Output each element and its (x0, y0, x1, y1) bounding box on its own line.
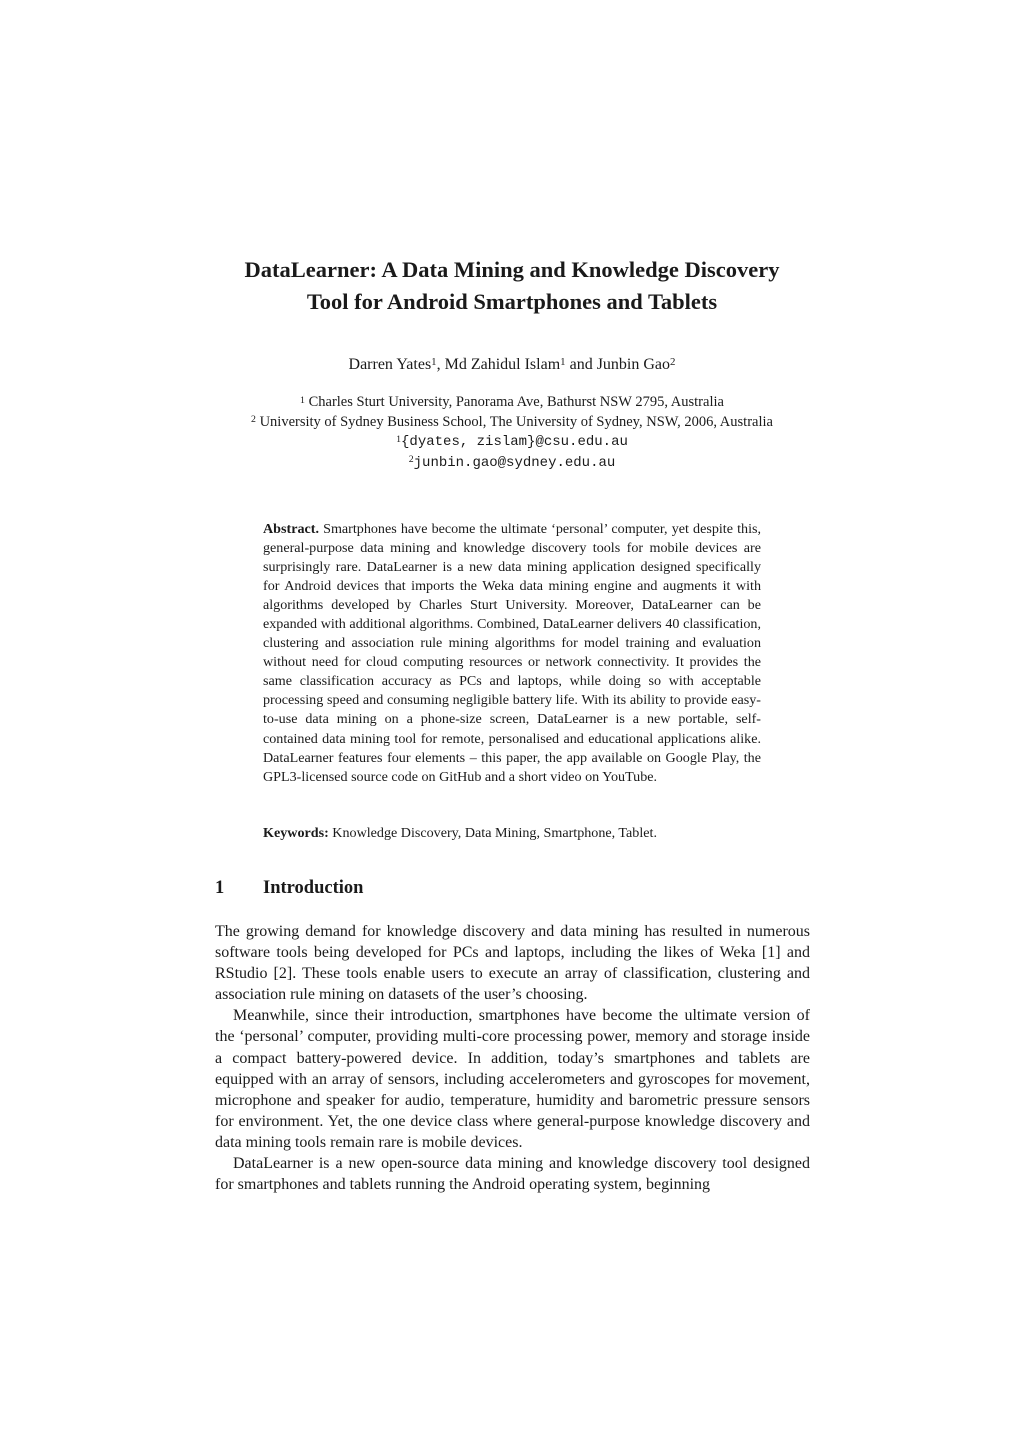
affiliation-line (0, 413, 1024, 433)
author-name: Junbin Gao (596, 356, 671, 373)
author-name: Md Zahidul Islam (444, 356, 561, 373)
author-separator: and (565, 356, 597, 373)
author-separator: , (436, 356, 445, 373)
body-paragraph: Meanwhile, since their introduction, smartphones have become the ultimate version of the ‘personal’ computer, providing multi-core processing power, memory and storage inside a compact battery-powered device. In addition, today’s smartphones and tablets are equipped with an array of sensors, including accelerometers and gyroscopes for movement, microphone and speaker for audio, temperature, humidity and barometric pressure sensors for environment. Yet, the one device class where general-purpose knowledge discovery and data mining tools remain rare is mobile devices. (215, 1007, 810, 1151)
abstract-text: Smartphones have become the ultimate ‘personal’ computer, yet despite this, general-purpose data mining and knowledge discovery tools for mobile devices are surprisingly rare. DataLearner is a new data mining application designed specifically for Android devices that imports the Weka data mining engine and augments it with algorithms developed by Charles Sturt University. Moreover, DataLearner can be expanded with additional algorithms. Combined, DataLearner delivers 40 classification, clustering and association rule mining algorithms for model training and evaluation without need for cloud computing resources or network connectivity. It provides the same classification accuracy as PCs and laptops, while doing so with acceptable processing speed and consuming negligible battery life. With its ability to provide easy-to-use data mining on a phone-size screen, DataLearner is a new portable, self-contained data mining tool for remote, personalised and educational applications alike. DataLearner features four elements – this paper, the app available on Google Play, the GPL3-licensed source code on GitHub and a short video on YouTube. (263, 521, 761, 785)
email-text: {dyates, zislam}@csu.edu.au (401, 434, 628, 450)
paper-title (0, 254, 1024, 318)
abstract-label: Abstract. (263, 521, 319, 537)
keywords-text: Knowledge Discovery, Data Mining, Smartphone, Tablet. (332, 825, 657, 841)
author-affil-mark: 1 (431, 356, 437, 369)
body-paragraph: DataLearner is a new open-source data mining and knowledge discovery tool designed for smartphones and tablets running the Android operating system, beginning (215, 1155, 810, 1194)
email-line (0, 453, 1024, 474)
affiliation-line (0, 393, 1024, 413)
abstract (263, 520, 761, 787)
email-text: junbin.gao@sydney.edu.au (413, 454, 616, 471)
keywords (263, 824, 761, 843)
title-line-2: Tool for Android Smartphones and Tablets (306, 289, 718, 314)
title-line-1: DataLearner: A Data Mining and Knowledge Discovery (244, 257, 780, 282)
author-list (0, 354, 1024, 376)
affiliations (0, 393, 1024, 473)
affil-mark: 1 (396, 433, 402, 445)
email-line (0, 432, 1024, 453)
section-heading (215, 876, 363, 900)
author-name: Darren Yates (348, 356, 432, 373)
author-affil-mark: 1 (560, 356, 566, 369)
affil-mark: 2 (251, 414, 256, 426)
affil-text: University of Sydney Business School, The University of Sydney, NSW, 2006, Australia (255, 413, 773, 430)
affil-text: Charles Sturt University, Panorama Ave, Bathurst NSW 2795, Australia (304, 394, 724, 410)
affil-mark: 1 (300, 394, 305, 406)
section-body (215, 921, 810, 1195)
keywords-label: Keywords: (263, 825, 329, 841)
section-title: Introduction (263, 878, 364, 898)
affil-mark: 2 (408, 454, 414, 466)
body-paragraph: The growing demand for knowledge discovery and data mining has resulted in numerous software tools being developed for PCs and laptops, including the likes of Weka [1] and RStudio [2]. These tools enable users to execute an array of classification, clustering and association rule mining on datasets of the user’s choosing. (215, 923, 810, 1004)
author-affil-mark: 2 (670, 356, 676, 369)
abstract-paragraph (263, 520, 761, 787)
section-number: 1 (215, 878, 225, 898)
